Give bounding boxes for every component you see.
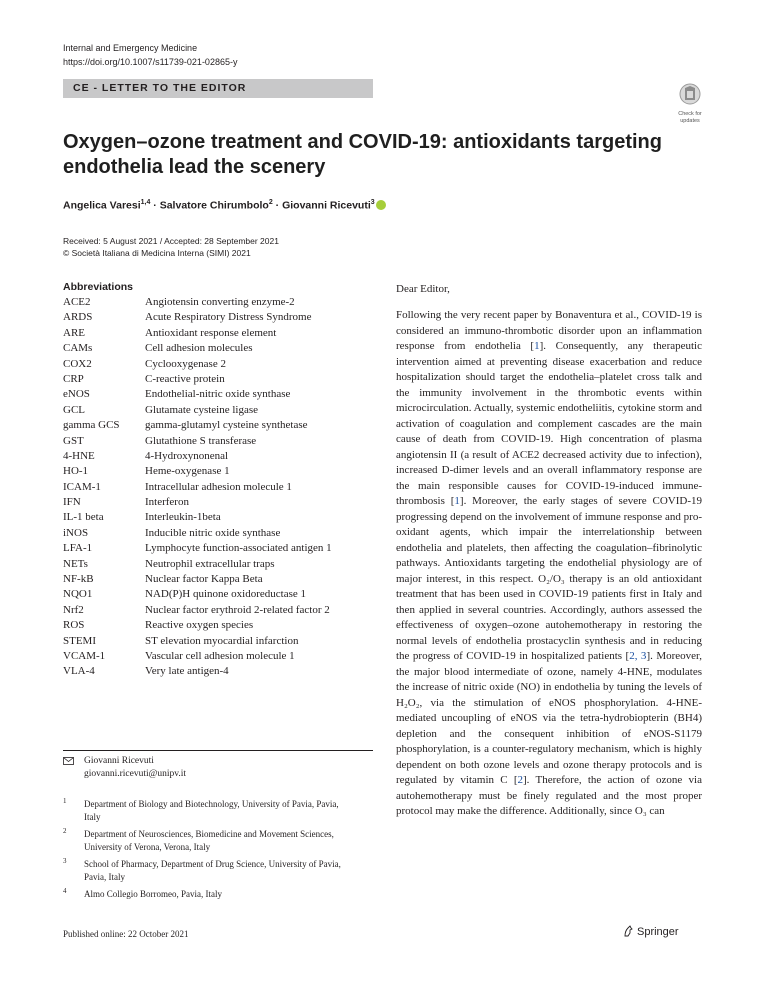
- published-online-date: Published online: 22 October 2021: [63, 929, 189, 939]
- abbreviation-row: [63, 418, 383, 433]
- abbreviation-definition: NAD(P)H quinone oxidoreductase 1: [145, 588, 306, 601]
- abbreviation-row: [63, 510, 383, 525]
- abbreviation-term: CRP: [63, 372, 84, 385]
- abbreviation-definition: Lymphocyte function-associated antigen 1: [145, 542, 332, 555]
- author-affiliation-marker: 2: [268, 199, 273, 206]
- abbreviation-definition: Interleukin-1beta: [145, 511, 221, 524]
- abbreviation-definition: Heme-oxygenase 1: [145, 465, 230, 478]
- check-updates-line1: Check for: [678, 111, 702, 117]
- abbreviation-term: STEMI: [63, 634, 96, 647]
- affiliation-text: Almo Collegio Borromeo, Pavia, Italy: [84, 889, 222, 899]
- abbreviation-term: GCL: [63, 403, 85, 416]
- abbreviation-definition: Vascular cell adhesion molecule 1: [145, 649, 295, 662]
- check-for-updates-badge[interactable]: [674, 83, 706, 124]
- corresponding-author-name: Giovanni Ricevuti: [84, 756, 154, 766]
- abbreviation-term: CAMs: [63, 342, 93, 355]
- abbreviation-definition: C-reactive protein: [145, 372, 225, 385]
- author-name: Salvatore Chirumbolo: [159, 199, 269, 212]
- abbreviation-row: [63, 526, 383, 541]
- abbreviation-row: [63, 480, 383, 495]
- abbreviation-row: [63, 649, 383, 664]
- footnote-divider: [63, 750, 373, 751]
- affiliation-number: 4: [63, 887, 67, 895]
- received-accepted-dates: Received: 5 August 2021 / Accepted: 28 September 2021: [63, 236, 279, 246]
- citation-link[interactable]: 1: [454, 495, 460, 507]
- abbreviation-definition: Neutrophil extracellular traps: [145, 557, 275, 570]
- abbreviation-definition: Nuclear factor Kappa Beta: [145, 573, 263, 586]
- letter-body-paragraph: Following the very recent paper by Bonaventura et al., COVID-19 is considered an immuno-thrombotic disorder upon an inflammation response from endothelia [1]. Consequently, any therapeutic intervention aimed at preventing disease exacerbation and reduce hospitalization should target the endothelia–platelet cross talk and the immunity involvement in the thrombotic events within microcirculation. Actually, systemic endotheliitis, cytokine storm and activation of coagulation and complement cascades are the main cause of death from COVID-19. High concentration of plasma angiotensin II (a result of ACE2 decreased activity due to infection), increased D-dimer levels and an overall inflammatory response are the main responsible causes for COVID-19-induced immune-thrombosis [1]. Moreover, the early stages of severe COVID-19 progressing depend on the involvement of immune response and pro-oxidant agents, which impair the interrelationship between endothelia and platelets, then affecting the coagulation–fibrinolytic pathways. Antioxidants targeting the endothelial physiology are of major interest, in this respect. O₂/O₃ therapy is an old antioxidant treatment that has been used in COVID-19 patients first in Italy and then applied in several countries. Accordingly, authors assessed the effectiveness of oxygen–ozone autohemotherapy in restoring the normal levels of endothelia prostacyclin synthesis and in reducing the progress of COVID-19 in hospitalized patients [2, 3]. Moreover, the major blood intermediate of ozone, namely 4-HNE, modulates the increase of nitric oxide (NO) in endothelia by tuning the levels of H₂O₂, via the stimulation of eNOS phosphorylation. 4-HNE-mediated uncoupling of eNOS via the tetra-hydrobiopterin (BH4) depletion and the consequent inhibition of eNOS-S1179 phosphorylation, is a counter-regulatory mechanism, which is highly dependent on both ozone levels and ozone therapy protocols and is regulated by vitamin C [2]. Therefore, the action of ozone via autohemotherapy must be finely regulated and the most proper protocol may make the difference. Additionally, since O₃ can: [396, 309, 702, 817]
- abbreviation-definition: Cyclooxygenase 2: [145, 357, 226, 370]
- author-name: Angelica Varesi: [63, 199, 141, 212]
- corresponding-author-email[interactable]: giovanni.ricevuti@unipv.it: [84, 769, 187, 779]
- abbreviation-definition: gamma-glutamyl cysteine synthetase: [145, 419, 308, 432]
- abbreviation-definition: Very late antigen-4: [145, 665, 229, 678]
- abbreviations-heading: Abbreviations: [63, 281, 134, 293]
- abbreviation-row: [63, 310, 383, 325]
- abbreviation-term: ARDS: [63, 311, 93, 324]
- abbreviation-term: ROS: [63, 619, 85, 632]
- abbreviation-term: ICAM-1: [63, 480, 101, 493]
- abbreviation-row: [63, 341, 383, 356]
- abbreviation-row: [63, 449, 383, 464]
- publisher-logo: [622, 925, 679, 939]
- doi-link[interactable]: https://doi.org/10.1007/s11739-021-02865-y: [63, 57, 238, 67]
- affiliation-number: 2: [63, 827, 67, 835]
- abbreviation-term: ACE2: [63, 296, 91, 308]
- journal-name: Internal and Emergency Medicine: [63, 43, 198, 53]
- affiliation-number: 1: [63, 797, 67, 805]
- abbreviation-definition: 4-Hydroxynonenal: [145, 449, 229, 462]
- abbreviation-term: GST: [63, 434, 84, 447]
- abbreviation-definition: Nuclear factor erythroid 2-related factor 2: [145, 603, 330, 616]
- author-affiliation-marker: 1,4: [140, 199, 151, 206]
- abbreviation-definition: Reactive oxygen species: [145, 619, 254, 632]
- abbreviation-row: [63, 541, 383, 556]
- abbreviation-term: 4-HNE: [63, 449, 95, 462]
- abbreviation-term: Nrf2: [63, 603, 84, 616]
- abbreviation-row: [63, 357, 383, 372]
- springer-horse-icon: [622, 925, 634, 937]
- abbreviation-definition: Inducible nitric oxide synthase: [145, 526, 281, 539]
- author-list: [63, 196, 386, 213]
- abbreviation-term: NF-kB: [63, 573, 94, 586]
- abbreviation-term: iNOS: [63, 526, 89, 539]
- article-title: Oxygen–ozone treatment and COVID-19: antioxidants targeting endothelia lead the scenery: [63, 131, 662, 178]
- category-label: CE - LETTER TO THE EDITOR: [73, 82, 247, 94]
- abbreviation-term: COX2: [63, 357, 92, 370]
- abbreviation-row: [63, 572, 383, 587]
- citation-link[interactable]: 2: [517, 774, 524, 786]
- abbreviation-term: NETs: [63, 557, 88, 570]
- abbreviation-row: [63, 557, 383, 572]
- abbreviation-term: IL-1 beta: [63, 511, 104, 524]
- abbreviation-term: ARE: [63, 326, 85, 339]
- abbreviation-row: [63, 587, 383, 602]
- abbreviation-definition: ST elevation myocardial infarction: [145, 634, 299, 647]
- abbreviation-definition: Glutathione S transferase: [145, 434, 257, 447]
- abbreviation-row: [63, 403, 383, 418]
- abbreviation-term: gamma GCS: [63, 419, 120, 432]
- affiliation-text: School of Pharmacy, Department of Drug Science, University of Pavia, Pavia, Italy: [84, 859, 341, 882]
- abbreviation-definition: Glutamate cysteine ligase: [145, 403, 259, 416]
- abbreviation-term: LFA-1: [63, 542, 93, 555]
- abbreviation-definition: Interferon: [145, 496, 189, 509]
- abbreviation-term: IFN: [63, 496, 81, 509]
- abbreviation-row: [63, 664, 383, 679]
- abbreviation-definition: Endothelial-nitric oxide synthase: [145, 388, 291, 401]
- abbreviation-definition: Angiotensin converting enzyme-2: [145, 296, 295, 308]
- abbreviation-definition: Intracellular adhesion molecule 1: [145, 480, 292, 493]
- abbreviation-row: [63, 372, 383, 387]
- abbreviation-row: [63, 295, 383, 310]
- affiliation-number: 3: [63, 857, 67, 865]
- abbreviation-row: [63, 634, 383, 649]
- check-updates-line2: updates: [680, 118, 700, 124]
- abbreviation-definition: Antioxidant response element: [145, 326, 277, 339]
- abbreviation-definition: Acute Respiratory Distress Syndrome: [145, 311, 312, 324]
- affiliation-text: Department of Biology and Biotechnology, University of Pavia, Pavia, Italy: [84, 799, 339, 822]
- category-banner: [63, 79, 373, 98]
- orcid-icon[interactable]: [376, 200, 386, 210]
- abbreviation-row: [63, 387, 383, 402]
- envelope-icon: [63, 757, 74, 765]
- citation-link[interactable]: 2, 3: [629, 650, 647, 662]
- abbreviation-definition: Cell adhesion molecules: [145, 342, 253, 355]
- check-updates-icon: [676, 83, 704, 105]
- abbreviation-term: VLA-4: [63, 665, 95, 678]
- abbreviation-term: VCAM-1: [63, 649, 106, 662]
- copyright-notice: © Società Italiana di Medicina Interna (SIMI) 2021: [63, 248, 251, 258]
- abbreviation-row: [63, 326, 383, 341]
- publisher-name: Springer: [637, 926, 679, 938]
- letter-salutation: Dear Editor,: [396, 283, 450, 295]
- abbreviation-row: [63, 618, 383, 633]
- abbreviation-term: NQO1: [63, 588, 93, 601]
- abbreviations-list: [63, 295, 383, 680]
- citation-link[interactable]: 1: [534, 340, 540, 352]
- author-separator: ·: [150, 199, 160, 212]
- abbreviation-row: [63, 464, 383, 479]
- abbreviation-row: [63, 603, 383, 618]
- abbreviation-term: HO-1: [63, 465, 89, 478]
- abbreviation-row: [63, 495, 383, 510]
- author-separator: ·: [272, 199, 283, 212]
- author-affiliation-marker: 3: [370, 199, 375, 206]
- affiliation-text: Department of Neurosciences, Biomedicine and Movement Sciences, University of Verona, Verona, Italy: [84, 829, 334, 852]
- author-name: Giovanni Ricevuti: [282, 199, 371, 212]
- abbreviation-term: eNOS: [63, 388, 90, 401]
- abbreviation-row: [63, 434, 383, 449]
